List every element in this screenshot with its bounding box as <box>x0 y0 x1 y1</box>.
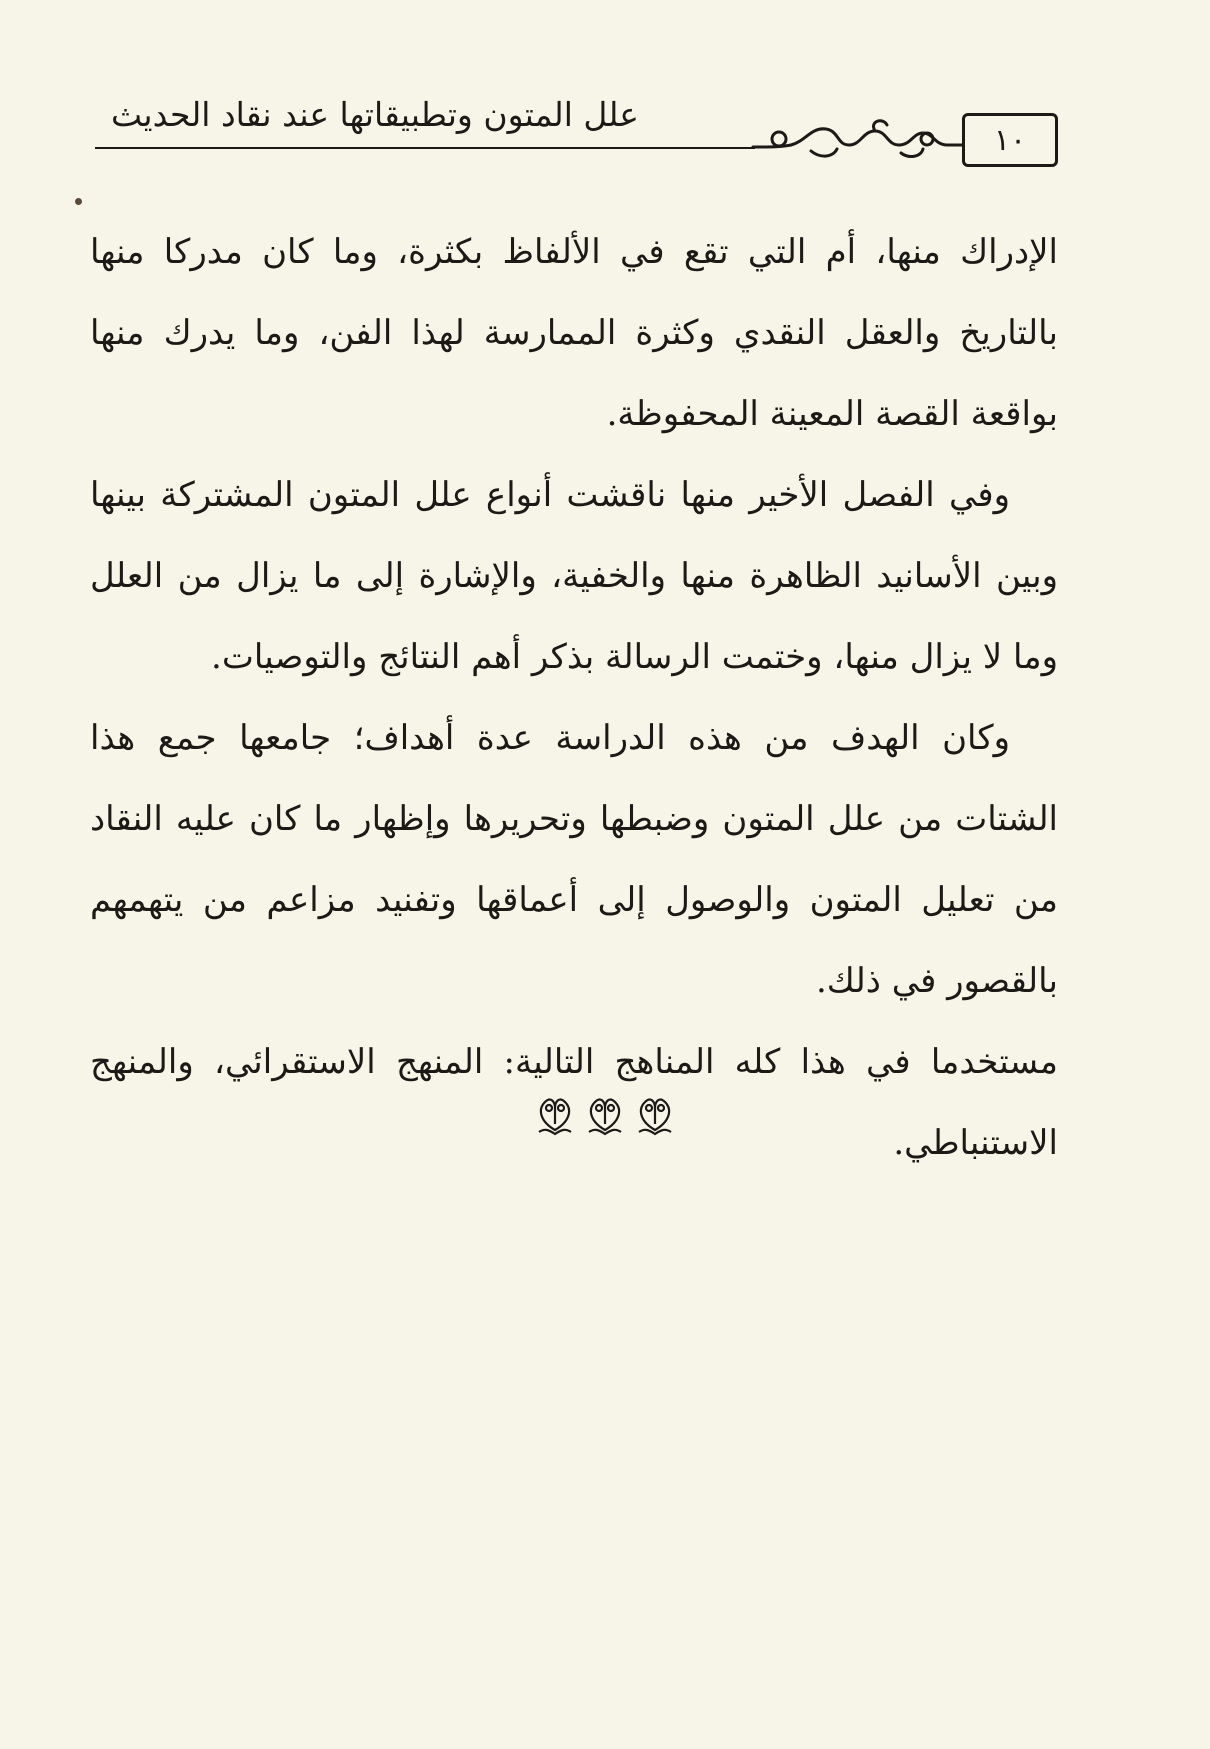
running-title: علل المتون وتطبيقاتها عند نقاد الحديث <box>111 95 639 134</box>
paragraph-4: مستخدما في هذا كله المناهج التالية: المنهج الاستقرائي، والمنهج الاستنباطي. <box>90 1042 1058 1163</box>
header-rule <box>95 147 755 149</box>
paragraph-1: الإدراك منها، أم التي تقع في الألفاظ بكثرة، وما كان مدركا منها بالتاريخ والعقل النقدي وكثرة الممارسة لهذا الفن، وما يدرك منها بواقعة القصة المعينة المحفوظة. <box>90 232 1058 434</box>
page-number: ١٠ <box>962 113 1058 167</box>
scroll-flourish-icon <box>751 115 966 161</box>
ink-dot <box>75 198 82 205</box>
fleuron-icon <box>583 1092 627 1136</box>
fleuron-icon <box>633 1092 677 1136</box>
body-text <box>90 212 1058 1184</box>
page-header <box>95 95 1058 175</box>
paragraph-2: وفي الفصل الأخير منها ناقشت أنواع علل المتون المشتركة بينها وبين الأسانيد الظاهرة منها والخفية، والإشارة إلى ما يزال من العلل وما لا يزال منها، وختمت الرسالة بذكر أهم النتائج والتوصيات. <box>90 475 1058 677</box>
section-divider <box>0 1092 1210 1136</box>
fleuron-icon <box>533 1092 577 1136</box>
paragraph-3: وكان الهدف من هذه الدراسة عدة أهداف؛ جامعها جمع هذا الشتات من علل المتون وضبطها وتحريرها وإظهار ما كان عليه النقاد من تعليل المتون والوصول إلى أعماقها وتفنيد مزاعم من يتهمهم بالقصور في ذلك. <box>90 718 1058 1001</box>
